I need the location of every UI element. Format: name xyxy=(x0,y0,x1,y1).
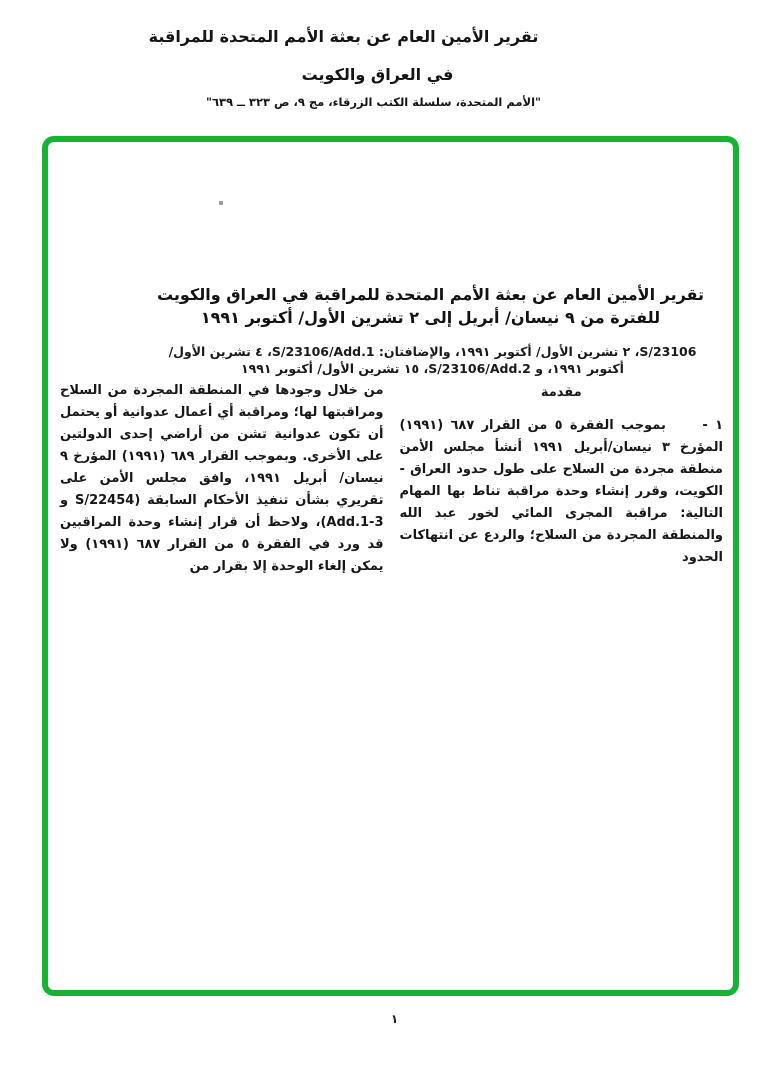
page-number: ١ xyxy=(390,1012,399,1026)
paragraph-1: ١ - بموجب الفقرة ٥ من القرار ٦٨٧ (١٩٩١) المؤرخ ٣ نيسان/أبريل ١٩٩١ أنشأ مجلس الأمن منطقة مجردة من السلاح على طول حدود العراق - الكويت، وقرر إنشاء وحدة مراقبة تناط بها المهام التالية: مراقبة المجرى المائي لخور عبد الله والمنطقة المجردة من السلاح؛ والردع عن انتهاكات الحدود xyxy=(399,418,724,565)
report-title xyxy=(88,283,773,329)
header-title-line2: في العراق والكويت xyxy=(301,65,454,84)
scanned-page xyxy=(48,142,733,990)
document-symbols xyxy=(90,343,775,377)
document-symbols-line1: S/23106، ٢ تشرين الأول/ أكتوبر ١٩٩١، والإضافتان: S/23106/Add.1، ٤ تشرين الأول/ xyxy=(168,344,697,359)
report-title-line1: تقرير الأمين العام عن بعثة الأمم المتحدة للمراقبة في العراق والكويت xyxy=(156,285,705,304)
header-source-citation: "الأمم المتحدة، سلسلة الكتب الزرقاء، مج ٩، ص ٣٢٣ ــ ٦٣٩" xyxy=(205,95,542,109)
annotation-frame xyxy=(42,136,739,996)
column-left xyxy=(60,380,384,578)
document-symbols-line2: أكتوبر ١٩٩١، و S/23106/Add.2، ١٥ تشرين الأول/ أكتوبر ١٩٩١ xyxy=(241,361,624,376)
report-title-line2: للفترة من ٩ نيسان/ أبريل إلى ٢ تشرين الأول/ أكتوبر ١٩٩١ xyxy=(200,308,661,327)
page-header xyxy=(0,26,769,110)
body-columns xyxy=(60,380,723,578)
paragraph-1-continued: من خلال وجودها في المنطقة المجردة من السلاح ومراقبتها لها؛ ومراقبة أي أعمال عدوانية أو يحتمل أن تكون عدوانية تشن من أراضي إحدى الدولتين على الأخرى. وبموجب القرار ٦٨٩ (١٩٩١) المؤرخ ٩ نيسان/ أبريل ١٩٩١، وافق مجلس الأمن على تقريري بشأن تنفيذ الأحكام السابقة (S/22454 و Add.1-3)، ولاحظ أن قرار إنشاء وحدة المراقبين قد ورد في الفقرة ٥ من القرار ٦٨٧ (١٩٩١) ولا يمكن إلغاء الوحدة إلا بقرار من xyxy=(60,383,384,574)
header-title-line1: تقرير الأمين العام عن بعثة الأمم المتحدة للمراقبة xyxy=(148,27,539,46)
column-right xyxy=(400,380,724,578)
scan-artifact-dot xyxy=(219,201,223,205)
section-heading-introduction: مقدمة xyxy=(540,385,582,400)
